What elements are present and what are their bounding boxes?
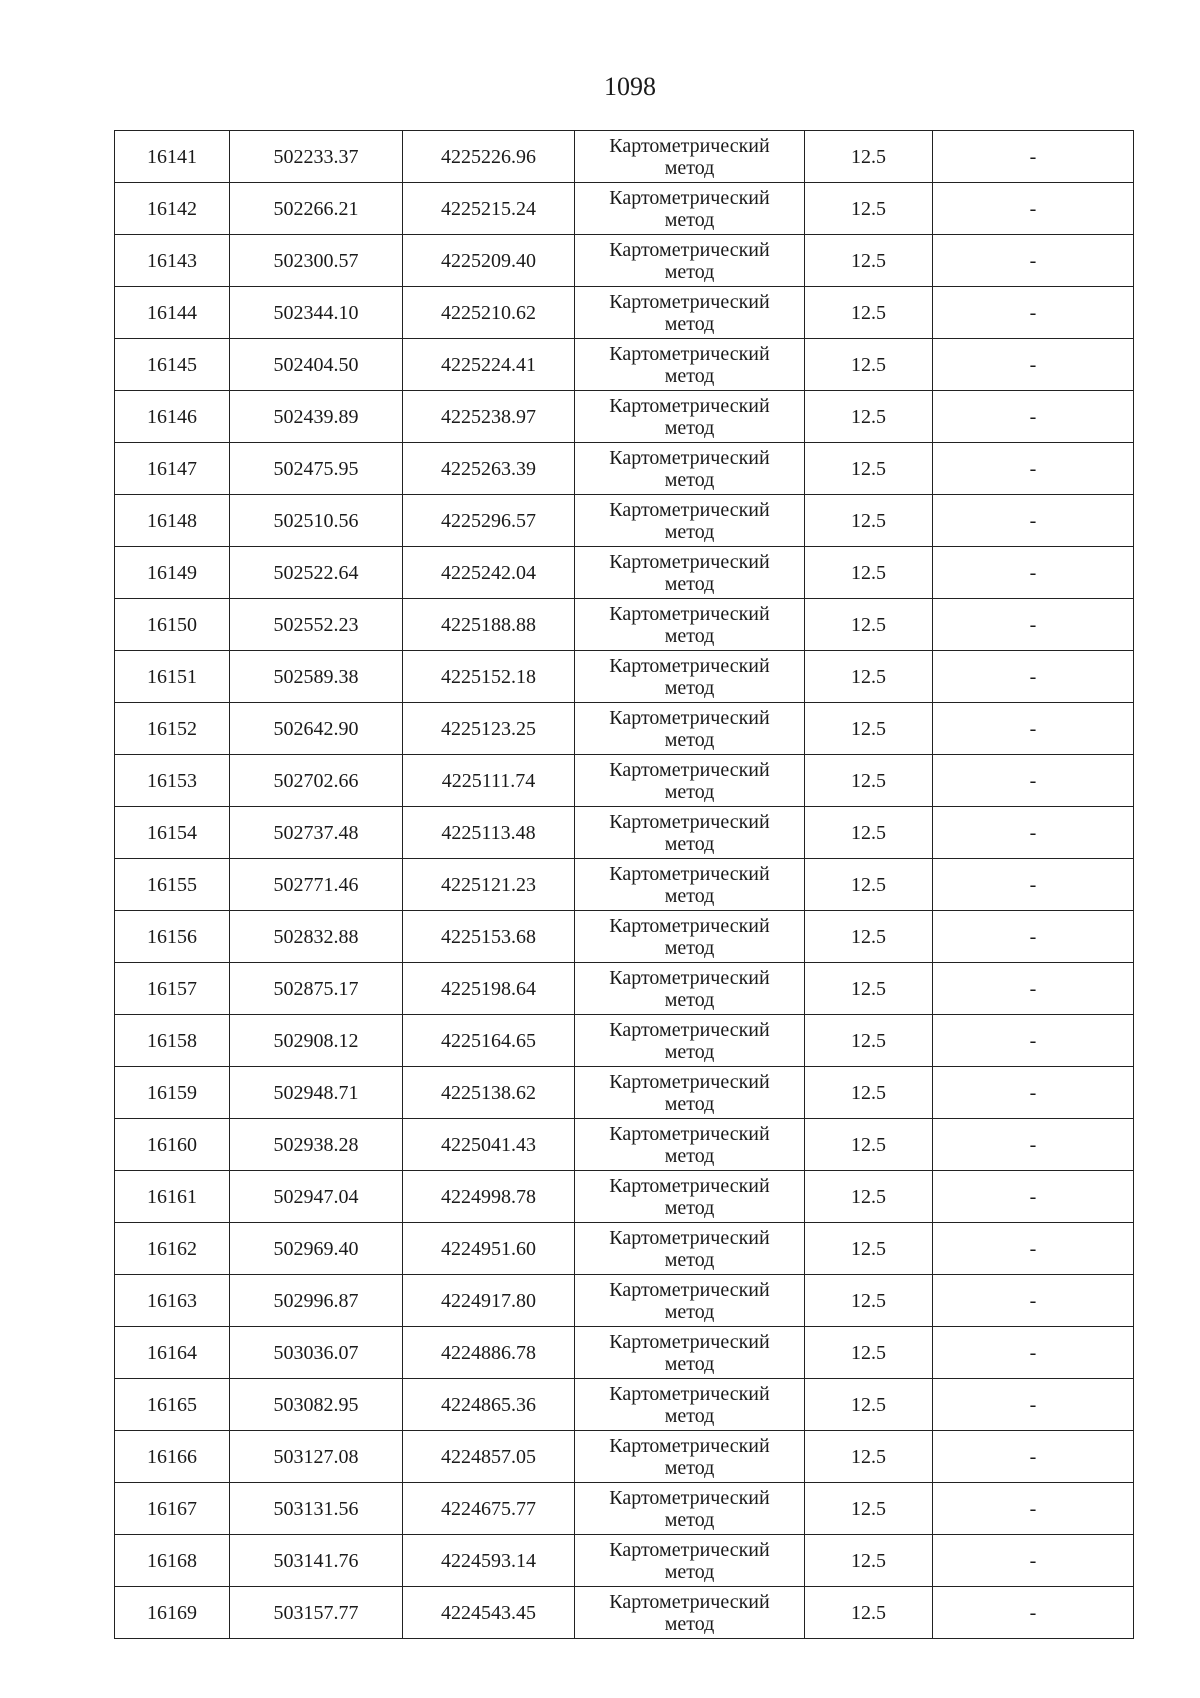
precision-cell: 12.5 (805, 703, 933, 755)
method-line-1: Картометрический (609, 966, 770, 989)
method-line-1: Картометрический (609, 446, 770, 469)
precision-cell: 12.5 (805, 1015, 933, 1067)
point-id-cell: 16141 (115, 131, 230, 183)
method-line-1: Картометрический (609, 1486, 770, 1509)
method-line-2: метод (664, 1560, 715, 1583)
point-id-cell: 16152 (115, 703, 230, 755)
table-row (115, 235, 1134, 287)
y-coordinate-cell: 4225198.64 (403, 963, 575, 1015)
point-id-cell: 16155 (115, 859, 230, 911)
precision-cell: 12.5 (805, 1223, 933, 1275)
method-cell (575, 651, 805, 703)
method-cell (575, 131, 805, 183)
x-coordinate-cell: 502344.10 (230, 287, 403, 339)
coordinates-table (114, 130, 1134, 1639)
x-coordinate-cell: 502947.04 (230, 1171, 403, 1223)
point-id-cell: 16143 (115, 235, 230, 287)
method-cell (575, 1483, 805, 1535)
method-cell (575, 1015, 805, 1067)
y-coordinate-cell: 4224675.77 (403, 1483, 575, 1535)
method-line-1: Картометрический (609, 186, 770, 209)
note-cell: - (933, 703, 1134, 755)
y-coordinate-cell: 4224857.05 (403, 1431, 575, 1483)
precision-cell: 12.5 (805, 131, 933, 183)
y-coordinate-cell: 4225111.74 (403, 755, 575, 807)
point-id-cell: 16168 (115, 1535, 230, 1587)
method-line-1: Картометрический (609, 290, 770, 313)
point-id-cell: 16169 (115, 1587, 230, 1639)
table-row (115, 859, 1134, 911)
point-id-cell: 16160 (115, 1119, 230, 1171)
x-coordinate-cell: 502702.66 (230, 755, 403, 807)
y-coordinate-cell: 4225164.65 (403, 1015, 575, 1067)
method-cell (575, 183, 805, 235)
precision-cell: 12.5 (805, 339, 933, 391)
y-coordinate-cell: 4225209.40 (403, 235, 575, 287)
y-coordinate-cell: 4224865.36 (403, 1379, 575, 1431)
method-line-2: метод (664, 312, 715, 335)
point-id-cell: 16151 (115, 651, 230, 703)
note-cell: - (933, 495, 1134, 547)
method-line-1: Картометрический (609, 1122, 770, 1145)
precision-cell: 12.5 (805, 807, 933, 859)
precision-cell: 12.5 (805, 963, 933, 1015)
method-cell (575, 495, 805, 547)
point-id-cell: 16156 (115, 911, 230, 963)
method-line-2: метод (664, 1092, 715, 1115)
y-coordinate-cell: 4225226.96 (403, 131, 575, 183)
x-coordinate-cell: 502233.37 (230, 131, 403, 183)
y-coordinate-cell: 4224951.60 (403, 1223, 575, 1275)
precision-cell: 12.5 (805, 1171, 933, 1223)
table-row (115, 807, 1134, 859)
note-cell: - (933, 391, 1134, 443)
method-line-1: Картометрический (609, 1278, 770, 1301)
point-id-cell: 16149 (115, 547, 230, 599)
method-cell (575, 1327, 805, 1379)
method-line-1: Картометрический (609, 1382, 770, 1405)
point-id-cell: 16167 (115, 1483, 230, 1535)
x-coordinate-cell: 502522.64 (230, 547, 403, 599)
method-line-1: Картометрический (609, 1174, 770, 1197)
precision-cell: 12.5 (805, 911, 933, 963)
note-cell: - (933, 287, 1134, 339)
x-coordinate-cell: 503082.95 (230, 1379, 403, 1431)
precision-cell: 12.5 (805, 443, 933, 495)
x-coordinate-cell: 503036.07 (230, 1327, 403, 1379)
table-row (115, 547, 1134, 599)
x-coordinate-cell: 503141.76 (230, 1535, 403, 1587)
table-row (115, 287, 1134, 339)
point-id-cell: 16161 (115, 1171, 230, 1223)
x-coordinate-cell: 502969.40 (230, 1223, 403, 1275)
precision-cell: 12.5 (805, 391, 933, 443)
method-line-1: Картометрический (609, 1538, 770, 1561)
method-cell (575, 1379, 805, 1431)
method-line-1: Картометрический (609, 394, 770, 417)
y-coordinate-cell: 4225121.23 (403, 859, 575, 911)
method-line-2: метод (664, 1508, 715, 1531)
point-id-cell: 16142 (115, 183, 230, 235)
method-cell (575, 287, 805, 339)
table-row (115, 1483, 1134, 1535)
precision-cell: 12.5 (805, 651, 933, 703)
note-cell: - (933, 1483, 1134, 1535)
table-row (115, 443, 1134, 495)
y-coordinate-cell: 4224593.14 (403, 1535, 575, 1587)
method-cell (575, 1119, 805, 1171)
method-line-1: Картометрический (609, 498, 770, 521)
precision-cell: 12.5 (805, 1119, 933, 1171)
point-id-cell: 16146 (115, 391, 230, 443)
table-row (115, 755, 1134, 807)
y-coordinate-cell: 4225138.62 (403, 1067, 575, 1119)
x-coordinate-cell: 502875.17 (230, 963, 403, 1015)
note-cell: - (933, 235, 1134, 287)
x-coordinate-cell: 502439.89 (230, 391, 403, 443)
table-row (115, 963, 1134, 1015)
table-row (115, 1379, 1134, 1431)
table-row (115, 1535, 1134, 1587)
note-cell: - (933, 859, 1134, 911)
y-coordinate-cell: 4224917.80 (403, 1275, 575, 1327)
point-id-cell: 16144 (115, 287, 230, 339)
method-cell (575, 1535, 805, 1587)
precision-cell: 12.5 (805, 1327, 933, 1379)
method-cell (575, 963, 805, 1015)
method-line-1: Картометрический (609, 654, 770, 677)
method-line-1: Картометрический (609, 706, 770, 729)
method-cell (575, 1171, 805, 1223)
method-cell (575, 807, 805, 859)
method-line-1: Картометрический (609, 1590, 770, 1613)
y-coordinate-cell: 4225041.43 (403, 1119, 575, 1171)
precision-cell: 12.5 (805, 235, 933, 287)
x-coordinate-cell: 502908.12 (230, 1015, 403, 1067)
table-row (115, 1067, 1134, 1119)
note-cell: - (933, 1327, 1134, 1379)
point-id-cell: 16157 (115, 963, 230, 1015)
table-row (115, 911, 1134, 963)
method-line-1: Картометрический (609, 862, 770, 885)
x-coordinate-cell: 502832.88 (230, 911, 403, 963)
x-coordinate-cell: 503131.56 (230, 1483, 403, 1535)
x-coordinate-cell: 503127.08 (230, 1431, 403, 1483)
precision-cell: 12.5 (805, 1535, 933, 1587)
point-id-cell: 16150 (115, 599, 230, 651)
table-row (115, 1223, 1134, 1275)
x-coordinate-cell: 503157.77 (230, 1587, 403, 1639)
method-line-1: Картометрический (609, 1070, 770, 1093)
table-row (115, 1015, 1134, 1067)
coordinates-table-body (115, 131, 1134, 1639)
x-coordinate-cell: 502266.21 (230, 183, 403, 235)
table-row (115, 495, 1134, 547)
method-cell (575, 1067, 805, 1119)
y-coordinate-cell: 4225215.24 (403, 183, 575, 235)
method-line-1: Картометрический (609, 1330, 770, 1353)
method-line-2: метод (664, 1144, 715, 1167)
note-cell: - (933, 1223, 1134, 1275)
method-line-2: метод (664, 1300, 715, 1323)
method-line-1: Картометрический (609, 602, 770, 625)
x-coordinate-cell: 502948.71 (230, 1067, 403, 1119)
table-row (115, 131, 1134, 183)
method-line-2: метод (664, 1612, 715, 1635)
y-coordinate-cell: 4225242.04 (403, 547, 575, 599)
precision-cell: 12.5 (805, 287, 933, 339)
precision-cell: 12.5 (805, 859, 933, 911)
y-coordinate-cell: 4224998.78 (403, 1171, 575, 1223)
precision-cell: 12.5 (805, 1275, 933, 1327)
note-cell: - (933, 183, 1134, 235)
precision-cell: 12.5 (805, 1379, 933, 1431)
x-coordinate-cell: 502300.57 (230, 235, 403, 287)
method-cell (575, 599, 805, 651)
x-coordinate-cell: 502404.50 (230, 339, 403, 391)
note-cell: - (933, 651, 1134, 703)
method-line-2: метод (664, 416, 715, 439)
precision-cell: 12.5 (805, 183, 933, 235)
method-cell (575, 911, 805, 963)
method-line-2: метод (664, 156, 715, 179)
x-coordinate-cell: 502552.23 (230, 599, 403, 651)
note-cell: - (933, 131, 1134, 183)
method-line-2: метод (664, 468, 715, 491)
point-id-cell: 16158 (115, 1015, 230, 1067)
note-cell: - (933, 1119, 1134, 1171)
method-line-1: Картометрический (609, 1434, 770, 1457)
method-line-1: Картометрический (609, 550, 770, 573)
precision-cell: 12.5 (805, 599, 933, 651)
method-line-2: метод (664, 208, 715, 231)
method-cell (575, 1431, 805, 1483)
point-id-cell: 16148 (115, 495, 230, 547)
method-line-2: метод (664, 364, 715, 387)
method-line-1: Картометрический (609, 810, 770, 833)
x-coordinate-cell: 502475.95 (230, 443, 403, 495)
note-cell: - (933, 1015, 1134, 1067)
method-line-1: Картометрический (609, 1226, 770, 1249)
point-id-cell: 16147 (115, 443, 230, 495)
y-coordinate-cell: 4225152.18 (403, 651, 575, 703)
y-coordinate-cell: 4225123.25 (403, 703, 575, 755)
method-line-2: метод (664, 520, 715, 543)
method-cell (575, 339, 805, 391)
note-cell: - (933, 599, 1134, 651)
note-cell: - (933, 1587, 1134, 1639)
method-line-1: Картометрический (609, 1018, 770, 1041)
point-id-cell: 16145 (115, 339, 230, 391)
point-id-cell: 16159 (115, 1067, 230, 1119)
method-line-2: метод (664, 260, 715, 283)
method-cell (575, 391, 805, 443)
method-line-1: Картометрический (609, 758, 770, 781)
note-cell: - (933, 547, 1134, 599)
precision-cell: 12.5 (805, 755, 933, 807)
precision-cell: 12.5 (805, 1483, 933, 1535)
note-cell: - (933, 1067, 1134, 1119)
note-cell: - (933, 1535, 1134, 1587)
y-coordinate-cell: 4225210.62 (403, 287, 575, 339)
method-cell (575, 859, 805, 911)
method-line-2: метод (664, 988, 715, 1011)
method-line-1: Картометрический (609, 134, 770, 157)
note-cell: - (933, 755, 1134, 807)
y-coordinate-cell: 4225238.97 (403, 391, 575, 443)
table-row (115, 1431, 1134, 1483)
method-line-2: метод (664, 884, 715, 907)
method-line-2: метод (664, 1456, 715, 1479)
method-cell (575, 547, 805, 599)
y-coordinate-cell: 4224543.45 (403, 1587, 575, 1639)
table-row (115, 1119, 1134, 1171)
y-coordinate-cell: 4225113.48 (403, 807, 575, 859)
y-coordinate-cell: 4225188.88 (403, 599, 575, 651)
note-cell: - (933, 1379, 1134, 1431)
precision-cell: 12.5 (805, 495, 933, 547)
method-cell (575, 703, 805, 755)
precision-cell: 12.5 (805, 1067, 933, 1119)
method-line-2: метод (664, 1248, 715, 1271)
method-line-1: Картометрический (609, 914, 770, 937)
x-coordinate-cell: 502771.46 (230, 859, 403, 911)
y-coordinate-cell: 4225263.39 (403, 443, 575, 495)
method-line-2: метод (664, 936, 715, 959)
y-coordinate-cell: 4224886.78 (403, 1327, 575, 1379)
precision-cell: 12.5 (805, 1431, 933, 1483)
point-id-cell: 16153 (115, 755, 230, 807)
x-coordinate-cell: 502737.48 (230, 807, 403, 859)
y-coordinate-cell: 4225296.57 (403, 495, 575, 547)
table-row (115, 703, 1134, 755)
point-id-cell: 16154 (115, 807, 230, 859)
table-row (115, 1275, 1134, 1327)
method-line-2: метод (664, 676, 715, 699)
y-coordinate-cell: 4225224.41 (403, 339, 575, 391)
x-coordinate-cell: 502642.90 (230, 703, 403, 755)
method-cell (575, 443, 805, 495)
note-cell: - (933, 1275, 1134, 1327)
note-cell: - (933, 443, 1134, 495)
y-coordinate-cell: 4225153.68 (403, 911, 575, 963)
table-row (115, 599, 1134, 651)
method-cell (575, 755, 805, 807)
table-row (115, 651, 1134, 703)
method-line-2: метод (664, 780, 715, 803)
method-line-2: метод (664, 1404, 715, 1427)
table-row (115, 391, 1134, 443)
method-line-1: Картометрический (609, 342, 770, 365)
method-line-2: метод (664, 624, 715, 647)
method-line-2: метод (664, 1196, 715, 1219)
note-cell: - (933, 963, 1134, 1015)
method-line-2: метод (664, 832, 715, 855)
precision-cell: 12.5 (805, 1587, 933, 1639)
note-cell: - (933, 339, 1134, 391)
x-coordinate-cell: 502589.38 (230, 651, 403, 703)
point-id-cell: 16164 (115, 1327, 230, 1379)
table-row (115, 1327, 1134, 1379)
point-id-cell: 16166 (115, 1431, 230, 1483)
table-row (115, 339, 1134, 391)
precision-cell: 12.5 (805, 547, 933, 599)
point-id-cell: 16162 (115, 1223, 230, 1275)
method-line-2: метод (664, 572, 715, 595)
note-cell: - (933, 1431, 1134, 1483)
method-line-2: метод (664, 1352, 715, 1375)
method-cell (575, 1223, 805, 1275)
table-row (115, 1171, 1134, 1223)
method-line-2: метод (664, 1040, 715, 1063)
table-row (115, 1587, 1134, 1639)
page-number: 1098 (604, 72, 656, 101)
method-cell (575, 1587, 805, 1639)
point-id-cell: 16163 (115, 1275, 230, 1327)
method-line-2: метод (664, 728, 715, 751)
note-cell: - (933, 1171, 1134, 1223)
x-coordinate-cell: 502510.56 (230, 495, 403, 547)
method-cell (575, 235, 805, 287)
x-coordinate-cell: 502938.28 (230, 1119, 403, 1171)
note-cell: - (933, 911, 1134, 963)
method-cell (575, 1275, 805, 1327)
table-row (115, 183, 1134, 235)
x-coordinate-cell: 502996.87 (230, 1275, 403, 1327)
note-cell: - (933, 807, 1134, 859)
point-id-cell: 16165 (115, 1379, 230, 1431)
method-line-1: Картометрический (609, 238, 770, 261)
